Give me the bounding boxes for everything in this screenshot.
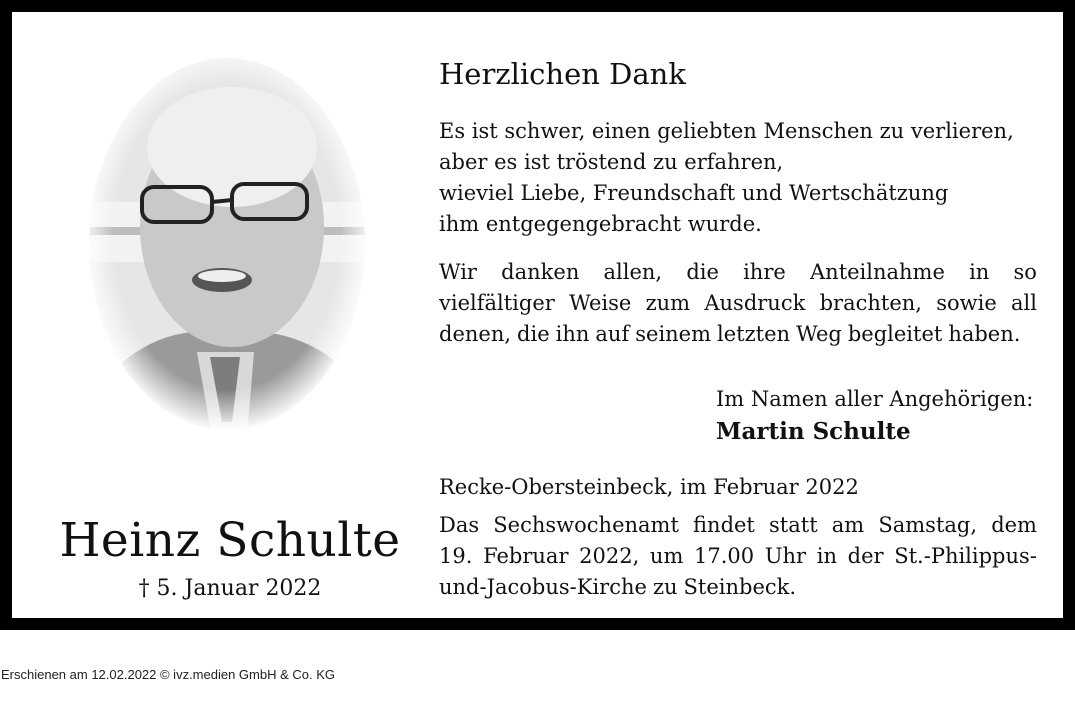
thanks-paragraph-2 (439, 257, 1037, 350)
publication-footer: Erschienen am 12.02.2022 © ivz.medien GmbH & Co. KG (1, 667, 336, 682)
word: Februar (483, 544, 569, 568)
word: seinem (635, 322, 712, 346)
word: Anteilnahme (810, 260, 945, 284)
word: und-Jacobus-Kirche (439, 575, 647, 599)
word: Weise (569, 291, 632, 315)
word: brachten, (819, 291, 922, 315)
word: am (831, 513, 865, 537)
word: Ausdruck (704, 291, 806, 315)
place-and-date: Recke-Obersteinbeck, im Februar 2022 (439, 475, 859, 499)
death-date: † 5. Januar 2022 (138, 576, 322, 601)
service-paragraph (439, 510, 1037, 603)
word: findet (693, 513, 755, 537)
word: Samstag, (878, 513, 978, 537)
text-line (439, 288, 1037, 319)
word: Weg (796, 322, 842, 346)
word: in (969, 260, 990, 284)
word: 17.00 (694, 544, 755, 568)
word: die (686, 260, 719, 284)
text-line (439, 257, 1037, 288)
text-line: ihm entgegengebracht wurde. (439, 212, 762, 236)
text-line (439, 510, 1037, 541)
word: 2022, (579, 544, 640, 568)
word: zu (652, 575, 678, 599)
word: um (649, 544, 684, 568)
word: vielfältiger (439, 291, 555, 315)
word: so (1013, 260, 1037, 284)
word: all (1011, 291, 1037, 315)
deceased-name: Heinz Schulte (59, 513, 401, 568)
signoff-name: Martin Schulte (716, 418, 911, 445)
word: dem (991, 513, 1037, 537)
word: zum (645, 291, 691, 315)
word: danken (501, 260, 580, 284)
thanks-paragraph-1 (439, 116, 1037, 240)
word: auf (595, 322, 630, 346)
text-line (439, 541, 1037, 572)
thanks-heading: Herzlichen Dank (439, 57, 686, 91)
word: 19. (439, 544, 473, 568)
text-line: Es ist schwer, einen geliebten Menschen zu verlieren, (439, 119, 1014, 143)
word: der (847, 544, 884, 568)
word: St.-Philippus- (894, 544, 1037, 568)
text-line: wieviel Liebe, Freundschaft und Wertschätzung (439, 181, 949, 205)
word: statt (769, 513, 818, 537)
notice-paper (12, 12, 1063, 618)
word: ihn (555, 322, 590, 346)
word: letzten (717, 322, 791, 346)
word: Sechswochenamt (493, 513, 679, 537)
text-line (439, 319, 1037, 350)
word: begleitet (847, 322, 943, 346)
word: allen, (603, 260, 663, 284)
word: Uhr (764, 544, 807, 568)
portrait-photo-icon (82, 52, 372, 437)
word: sowie (936, 291, 997, 315)
text-line (439, 572, 1037, 603)
word: ihre (743, 260, 786, 284)
word: die (517, 322, 550, 346)
word: Wir (439, 260, 477, 284)
word: Das (439, 513, 480, 537)
text-line: aber es ist tröstend zu erfahren, (439, 150, 784, 174)
word: Steinbeck. (683, 575, 797, 599)
signoff-lead: Im Namen aller Angehörigen: (716, 387, 1034, 411)
word: in (816, 544, 837, 568)
word: haben. (948, 322, 1021, 346)
word: denen, (439, 322, 512, 346)
